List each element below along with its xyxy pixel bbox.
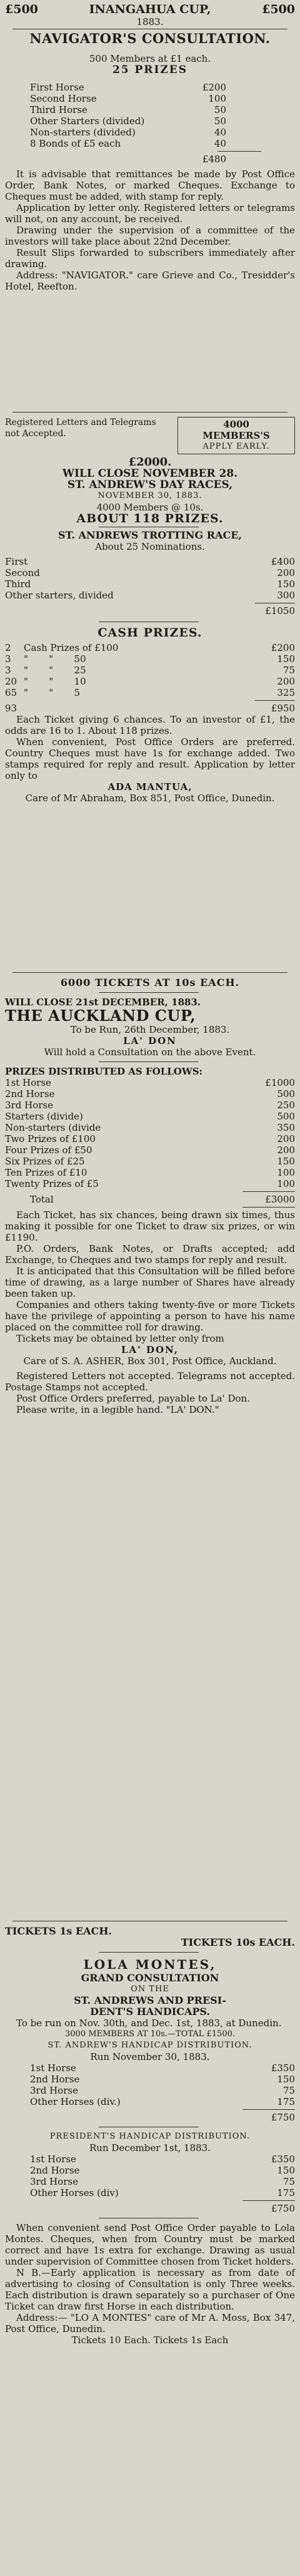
lola-footer: Tickets 10 Each. Tickets 1s Each: [71, 2334, 229, 2346]
auckland-agent-address: Care of S. A. ASHER, Box 301, Post Office, Auckland.: [23, 1355, 277, 1367]
auckland-section: [0, 977, 300, 1415]
cash-prize-row: [5, 665, 295, 676]
prize-value: 175: [277, 2187, 295, 2198]
ladon-name: LA' DON: [123, 1035, 177, 1046]
prize-value: 150: [277, 1156, 295, 1167]
cash-prize-value: 75: [282, 665, 295, 676]
prize-value: 200: [277, 567, 295, 578]
note: Please write, in a legible hand. "LA' DON.": [16, 1404, 219, 1415]
lola-dist2-head: PRESIDENT'S HANDICAP DISTRIBUTION.: [49, 2132, 251, 2141]
paragraph: Tickets may be obtained by letter only from: [16, 1333, 224, 1344]
cash-total-row: [5, 703, 295, 714]
prize-row: [30, 104, 226, 115]
auckland-total-label: Total: [30, 1194, 54, 1205]
prize-value: £350: [271, 2062, 295, 2074]
prize-value: 40: [214, 127, 226, 138]
lola-dist1-head: ST. ANDREW'S HANDICAP DISTRIBUTION.: [48, 2041, 252, 2050]
st-andrews-date: NOVEMBER 30, 1883.: [98, 491, 202, 500]
prize-label: 2nd Horse: [30, 2074, 80, 2085]
prize-label: First: [5, 556, 28, 567]
cash-prize-row: [5, 676, 295, 687]
st-andrews-section: [0, 417, 300, 804]
cash-prize-label: " " 50: [24, 653, 86, 665]
inangahua-title: NAVIGATOR'S CONSULTATION.: [29, 31, 271, 46]
lola-tickets-1s: TICKETS 1s EACH.: [5, 1925, 112, 1937]
prize-row: [5, 578, 295, 590]
header-title: INANGAHUA CUP,: [89, 2, 211, 16]
auckland-paragraphs: [5, 1209, 295, 1344]
prize-row: [5, 2165, 295, 2176]
prize-value: 50: [214, 115, 226, 127]
prize-label: 2nd Horse: [5, 1088, 55, 1100]
prize-row: [5, 556, 295, 567]
auckland-dist-head: PRIZES DISTRIBUTED AS FOLLOWS:: [5, 1066, 203, 1077]
lola-dist1-run: Run November 30, 1883.: [90, 2051, 210, 2062]
prize-label: Other Horses (div.): [30, 2096, 121, 2107]
auckland-total: £3000: [265, 1194, 295, 1205]
prize-row: [5, 2176, 295, 2187]
prize-row: [5, 1156, 295, 1167]
prize-row: [5, 1133, 295, 1144]
cash-prize-label: " " 25: [24, 665, 86, 676]
lola-title-block: [5, 1956, 295, 2017]
auckland-tickets-head: 6000 TICKETS AT 10s EACH.: [60, 977, 240, 988]
ada-mantua-address: Care of Mr Abraham, Box 851, Post Office, Dunedin.: [25, 793, 275, 804]
prize-value: 200: [277, 1133, 295, 1144]
lola-paragraphs: [5, 2222, 295, 2334]
cash-prize-value: 150: [277, 653, 295, 665]
prize-label: Third: [5, 578, 31, 590]
paragraph: It is anticipated that this Consultation will be filled before time of drawing, as a large number of Shares have already been taken up.: [5, 1266, 295, 1299]
prize-value: £400: [271, 556, 295, 567]
members-label: MEMBERS'S: [202, 430, 270, 441]
st-andrews-event: ST. ANDREW'S DAY RACES,: [67, 479, 233, 491]
prize-value: 175: [277, 2096, 295, 2107]
cash-prize-count: 20: [5, 676, 18, 687]
prize-row: [5, 2154, 295, 2165]
prize-label: 3rd Horse: [30, 2176, 78, 2187]
prize-label: Four Prizes of £50: [5, 1144, 92, 1156]
paragraph: P.O. Orders, Bank Notes, or Drafts accepted; add Exchange, to Cheques and two stamps for reply and result.: [5, 1243, 295, 1266]
prize-value: 50: [214, 104, 226, 115]
note: Post Office Orders preferred, payable to La' Don.: [16, 1393, 250, 1404]
inangahua-header: [5, 2, 295, 16]
prize-value: 150: [277, 2074, 295, 2085]
prize-label: Starters (divide): [5, 1111, 83, 1122]
prize-label: 8 Bonds of £5 each: [30, 138, 121, 149]
lola-on-the: ON THE: [131, 1984, 169, 1994]
auckland-close: WILL CLOSE 21st DECEMBER, 1883.: [5, 997, 201, 1008]
trotting-total: £1050: [265, 605, 295, 617]
prize-value: 250: [277, 1100, 295, 1111]
prize-label: Third Horse: [30, 104, 88, 115]
paragraph: When convenient send Post Office Order payable to Lola Montes. Cheques, when from Country must be marked correct and have 1s extra for exchange. Drawing as usual under supervision of Committee chosen from Ticket holders.: [5, 2222, 295, 2267]
prize-label: Two Prizes of £100: [5, 1133, 96, 1144]
inangahua-total: £480: [202, 154, 226, 165]
cash-prize-list: [5, 642, 295, 698]
auckland-prize-list: [5, 1077, 295, 1189]
auckland-notes: [5, 1370, 295, 1415]
registered-notice: Registered Letters and Telegrams not Accepted.: [5, 417, 156, 439]
paragraph: Application by letter only. Registered letters or telegrams will not, on any account, be received.: [5, 202, 295, 225]
prize-value: 300: [277, 590, 295, 601]
auckland-title: THE AUCKLAND CUP,: [5, 1007, 196, 1025]
nominations: About 25 Nominations.: [95, 541, 205, 552]
cash-prize-label: " " 5: [24, 687, 81, 698]
prize-label: 1st Horse: [30, 2062, 76, 2074]
st-andrews-amount: £2000.: [128, 456, 172, 469]
prize-row: [5, 2085, 295, 2096]
lola-dist1-total: £750: [271, 2112, 295, 2123]
prize-label: Six Prizes of £25: [5, 1156, 85, 1167]
st-andrews-prizes-head: ABOUT 118 PRIZES.: [76, 512, 224, 525]
lola-montes-section: [0, 1926, 300, 2346]
inangahua-year: 1883.: [136, 16, 164, 27]
prize-row: [5, 1100, 295, 1111]
prize-row: [5, 1111, 295, 1122]
prize-label: Twenty Prizes of £5: [5, 1178, 99, 1189]
prize-label: Other Horses (div): [30, 2187, 119, 2198]
paragraph: Result Slips forwarded to subscribers immediately after drawing.: [5, 247, 295, 270]
lola-dist2-prizes: [5, 2154, 295, 2198]
cash-prize-count: 65: [5, 687, 18, 698]
prize-value: £350: [271, 2154, 295, 2165]
prize-row: [5, 1122, 295, 1133]
cash-prize-row: [5, 642, 295, 653]
prize-label: 2nd Horse: [30, 2165, 80, 2176]
inangahua-members: 500 Members at £1 each.: [89, 53, 211, 64]
lola-dist1-prizes: [5, 2062, 295, 2107]
lola-members: 3000 MEMBERS AT 10s.—TOTAL £1500.: [65, 2029, 235, 2039]
prize-row: [5, 590, 295, 601]
prize-label: Non-starters (divide: [5, 1122, 101, 1133]
prize-row: [5, 1167, 295, 1178]
inangahua-prizes-head: 25 PRIZES: [112, 64, 188, 76]
cash-prize-label: Cash Prizes of £100: [24, 642, 119, 653]
cash-prize-count: 3: [5, 653, 11, 665]
prize-value: 75: [282, 2176, 295, 2187]
lola-dist2-total: £750: [271, 2203, 295, 2214]
prize-row: [30, 127, 226, 138]
apply-early: APPLY EARLY.: [202, 442, 270, 451]
prize-row: [30, 115, 226, 127]
prize-value: £200: [202, 82, 226, 93]
prize-value: 40: [214, 138, 226, 149]
prize-label: Ten Prizes of £10: [5, 1167, 88, 1178]
cash-total: £950: [271, 703, 295, 714]
header-amount-right: £500: [262, 2, 295, 16]
prize-value: 150: [277, 578, 295, 590]
prize-row: [5, 2096, 295, 2107]
prize-row: [5, 2187, 295, 2198]
prize-label: 3rd Horse: [30, 2085, 78, 2096]
cash-prize-row: [5, 687, 295, 698]
lola-dist2-run: Run December 1st, 1883.: [89, 2142, 211, 2154]
lola-run-on: To be run on Nov. 30th, and Dec. 1st, 1883, at Dunedin.: [16, 2017, 282, 2029]
prize-value: £1000: [265, 1077, 295, 1088]
prize-value: 75: [282, 2085, 295, 2096]
trotting-race-title: ST. ANDREWS TROTTING RACE,: [58, 529, 242, 541]
inangahua-address: Address: "NAVIGATOR." care Grieve and Co., Tresidder's Hotel, Reefton.: [5, 270, 295, 292]
members-box: [178, 417, 295, 454]
cash-prize-label: " " 10: [24, 676, 86, 687]
paragraph: Address:— "LO A MONTES" care of Mr A. Moss, Box 347, Post Office, Dunedin.: [5, 2312, 295, 2334]
members-count: 4000: [223, 419, 249, 430]
prize-value: 500: [277, 1088, 295, 1100]
paragraph: It is advisable that remittances be made by Post Office Order, Bank Notes, or marked Cheques. Exchange to Cheques must be added, with stamp for reply.: [5, 168, 295, 202]
auckland-total-row: [5, 1194, 295, 1205]
st-andrews-paragraphs: [5, 714, 295, 781]
prize-value: 200: [277, 1144, 295, 1156]
prize-row: [5, 567, 295, 578]
inangahua-section: [0, 2, 300, 292]
lola-event-line1: ST. ANDREWS AND PRESI-: [74, 1994, 226, 2006]
lola-tickets-10s: TICKETS 10s EACH.: [181, 1936, 295, 1948]
cash-prize-value: £200: [271, 642, 295, 653]
prize-label: Other Starters (divided): [30, 115, 145, 127]
trotting-prize-list: [5, 556, 295, 601]
prize-label: First Horse: [30, 82, 84, 93]
prize-row: [5, 1077, 295, 1088]
prize-row: [5, 1088, 295, 1100]
prize-label: Other starters, divided: [5, 590, 114, 601]
auckland-run-date: To be Run, 26th December, 1883.: [70, 1024, 230, 1035]
prize-row: [30, 82, 226, 93]
prize-value: 100: [277, 1167, 295, 1178]
prize-row: [5, 2074, 295, 2085]
auckland-consult: Will hold a Consultation on the above Event.: [44, 1046, 256, 1058]
inangahua-paragraphs: [5, 168, 295, 270]
auckland-agent-name: LA' DON,: [121, 1344, 179, 1355]
inangahua-prize-list: [5, 82, 295, 149]
prize-row: [5, 1178, 295, 1189]
cash-count: 93: [5, 703, 18, 714]
st-andrews-top: [5, 417, 295, 454]
header-amount-left: £500: [5, 2, 38, 16]
paragraph: Each Ticket, has six chances, being drawn six times, thus making it possible for one Ticket to draw six prizes, or win £1190.: [5, 1209, 295, 1243]
prize-value: 350: [277, 1122, 295, 1133]
prize-label: Non-starters (divided): [30, 127, 136, 138]
st-andrews-close: WILL CLOSE NOVEMBER 28.: [62, 467, 238, 480]
note: Registered Letters not accepted. Telegrams not accepted. Postage Stamps not accepted.: [5, 1370, 295, 1393]
prize-label: 3rd Horse: [5, 1100, 53, 1111]
cash-prize-count: 3: [5, 665, 11, 676]
st-andrews-members: 4000 Members @ 10s.: [96, 502, 204, 513]
prize-value: 500: [277, 1111, 295, 1122]
prize-row: [30, 93, 226, 104]
prize-row: [30, 138, 226, 149]
prize-row: [5, 1144, 295, 1156]
prize-label: 1st Horse: [30, 2154, 76, 2165]
cash-prizes-head: CASH PRIZES.: [98, 626, 202, 640]
cash-prize-row: [5, 653, 295, 665]
ada-mantua-name: ADA MANTUA,: [108, 781, 192, 793]
prize-value: 100: [277, 1178, 295, 1189]
cash-prize-value: 200: [277, 676, 295, 687]
prize-row: [5, 2062, 295, 2074]
paragraph: Drawing under the supervision of a committee of the investors will take place about 22nd December.: [5, 225, 295, 247]
prize-label: Second Horse: [30, 93, 97, 104]
lola-title: LOLA MONTES,: [83, 1957, 217, 1972]
lola-event-line2: DENT'S HANDICAPS.: [90, 2006, 210, 2017]
paragraph: Companies and others taking twenty-five or more Tickets have the privilege of appointing a person to have his name placed on the committee roll for drawing.: [5, 1299, 295, 1333]
lola-grand-consultation: GRAND CONSULTATION: [81, 1972, 219, 1984]
prize-value: 100: [208, 93, 226, 104]
prize-label: 1st Horse: [5, 1077, 51, 1088]
prize-value: 150: [277, 2165, 295, 2176]
paragraph: N B.—Early application is necessary as from date of advertising to closing of Consultation is only Three weeks. Each distribution is drawn separately so a purchaser of One Ticket can draw first Horse in each distribution.: [5, 2267, 295, 2312]
paragraph: Each Ticket giving 6 chances. To an investor of £1, the odds are 16 to 1. About 118 prizes.: [5, 714, 295, 736]
cash-prize-value: 325: [277, 687, 295, 698]
cash-prize-count: 2: [5, 642, 11, 653]
paragraph: When convenient, Post Office Orders are preferred. Country Cheques must have 1s for exchange added. Two stamps required for reply and result. Application by letter only to: [5, 736, 295, 781]
prize-label: Second: [5, 567, 40, 578]
